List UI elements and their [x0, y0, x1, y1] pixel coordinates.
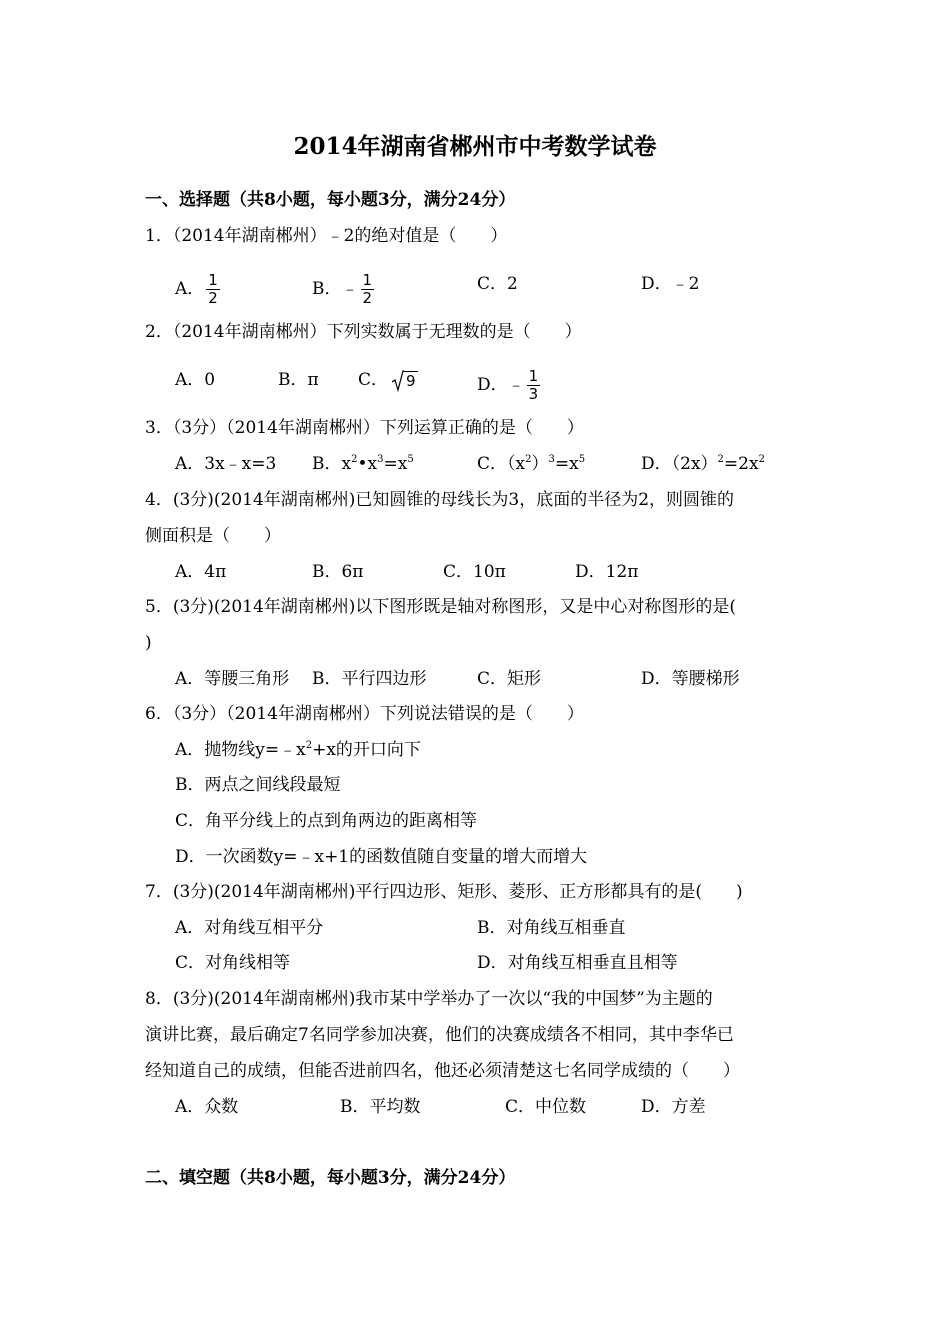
- question-5-stem-line-1: 5．(3分)(2014年湖南郴州)以下图形既是轴对称图形，又是中心对称图形的是(: [145, 597, 737, 617]
- question-2-option-b: B．π: [278, 370, 319, 390]
- question-7-option-a: A．对角线互相平分: [175, 918, 324, 938]
- question-7-stem: 7．(3分)(2014年湖南郴州)平行四边形、矩形、菱形、正方形都具有的是( ): [145, 882, 743, 902]
- question-6-option-c: C．角平分线上的点到角两边的距离相等: [175, 811, 478, 831]
- question-6-option-d: D．一次函数y=﹣x+1的函数值随自变量的增大而增大: [175, 847, 588, 867]
- question-4-option-c: C．10π: [443, 562, 506, 582]
- question-6-option-b: B．两点之间线段最短: [175, 775, 341, 795]
- question-4-stem-line-2: 侧面积是（ ）: [145, 526, 281, 546]
- question-1-option-c: C．2: [477, 274, 518, 294]
- question-2-option-a: A．0: [175, 370, 216, 390]
- question-8-stem-line-1: 8．(3分)(2014年湖南郴州)我市某中学举办了一次以“我的中国梦”为主题的: [145, 989, 713, 1009]
- fraction: $\frac{1}{2}$: [362, 271, 373, 307]
- question-3-option-c: C．$(x^2)^3=x^5$: [477, 454, 586, 474]
- question-1-option-d: D．﹣2: [641, 274, 700, 294]
- fraction: $\frac{1}{3}$: [528, 367, 539, 403]
- question-1-option-a: A． $\frac{1}{2}$: [175, 271, 218, 307]
- question-3-stem: 3．（3分）（2014年湖南郴州）下列运算正确的是（ ）: [145, 418, 584, 438]
- question-8-stem-line-3: 经知道自己的成绩，但能否进前四名，他还必须清楚这七名同学成绩的（ ）: [145, 1061, 740, 1081]
- question-7-option-d: D．对角线互相垂直且相等: [477, 953, 678, 973]
- question-7-option-c: C．对角线相等: [175, 953, 291, 973]
- question-1-option-b: B．﹣ $\frac{1}{2}$: [312, 271, 373, 307]
- question-4-option-b: B．6π: [312, 562, 364, 582]
- question-6-option-a: A．抛物线$y=﹣x^2+x$的开口向下: [175, 740, 421, 760]
- question-4-stem-line-1: 4．(3分)(2014年湖南郴州)已知圆锥的母线长为3，底面的半径为2，则圆锥的: [145, 490, 735, 510]
- question-8-option-d: D．方差: [641, 1097, 706, 1117]
- question-6-stem: 6．（3分）（2014年湖南郴州）下列说法错误的是（ ）: [145, 704, 584, 724]
- question-3-option-d: D．$(2x)^2=2x^2$: [641, 454, 765, 474]
- question-3-option-b: B．$x^2•x^3=x^5$: [312, 454, 414, 474]
- question-8-option-b: B．平均数: [340, 1097, 421, 1117]
- question-5-stem-line-2: ): [145, 633, 152, 653]
- section-heading-fill-in: 二、填空题（共8小题，每小题3分，满分24分）: [145, 1168, 516, 1188]
- question-4-option-a: A．4π: [175, 562, 227, 582]
- section-heading-choice: 一、选择题（共8小题，每小题3分，满分24分）: [145, 190, 516, 210]
- question-2-option-d: D．﹣ $\frac{1}{3}$: [477, 367, 539, 403]
- question-5-option-c: C．矩形: [477, 669, 542, 689]
- question-8-option-c: C．中位数: [505, 1097, 587, 1117]
- question-2-stem: 2．（2014年湖南郴州）下列实数属于无理数的是（ ）: [145, 322, 582, 342]
- question-3-option-a: A．3x﹣x=3: [175, 454, 277, 474]
- question-1-stem: 1．（2014年湖南郴州）﹣2的绝对值是（ ）: [145, 226, 508, 246]
- question-8-option-a: A．众数: [175, 1097, 239, 1117]
- square-root: 9: [392, 370, 418, 392]
- question-5-option-d: D．等腰梯形: [641, 669, 740, 689]
- question-7-option-b: B．对角线互相垂直: [477, 918, 626, 938]
- question-2-option-c: C． 9: [358, 370, 416, 390]
- page-title: 2014年湖南省郴州市中考数学试卷: [293, 133, 657, 160]
- fraction: $\frac{1}{2}$: [208, 271, 218, 307]
- question-4-option-d: D．12π: [575, 562, 639, 582]
- question-5-option-a: A．等腰三角形: [175, 669, 290, 689]
- question-8-stem-line-2: 演讲比赛，最后确定7名同学参加决赛，他们的决赛成绩各不相同，其中李华已: [145, 1025, 734, 1045]
- question-5-option-b: B．平行四边形: [312, 669, 427, 689]
